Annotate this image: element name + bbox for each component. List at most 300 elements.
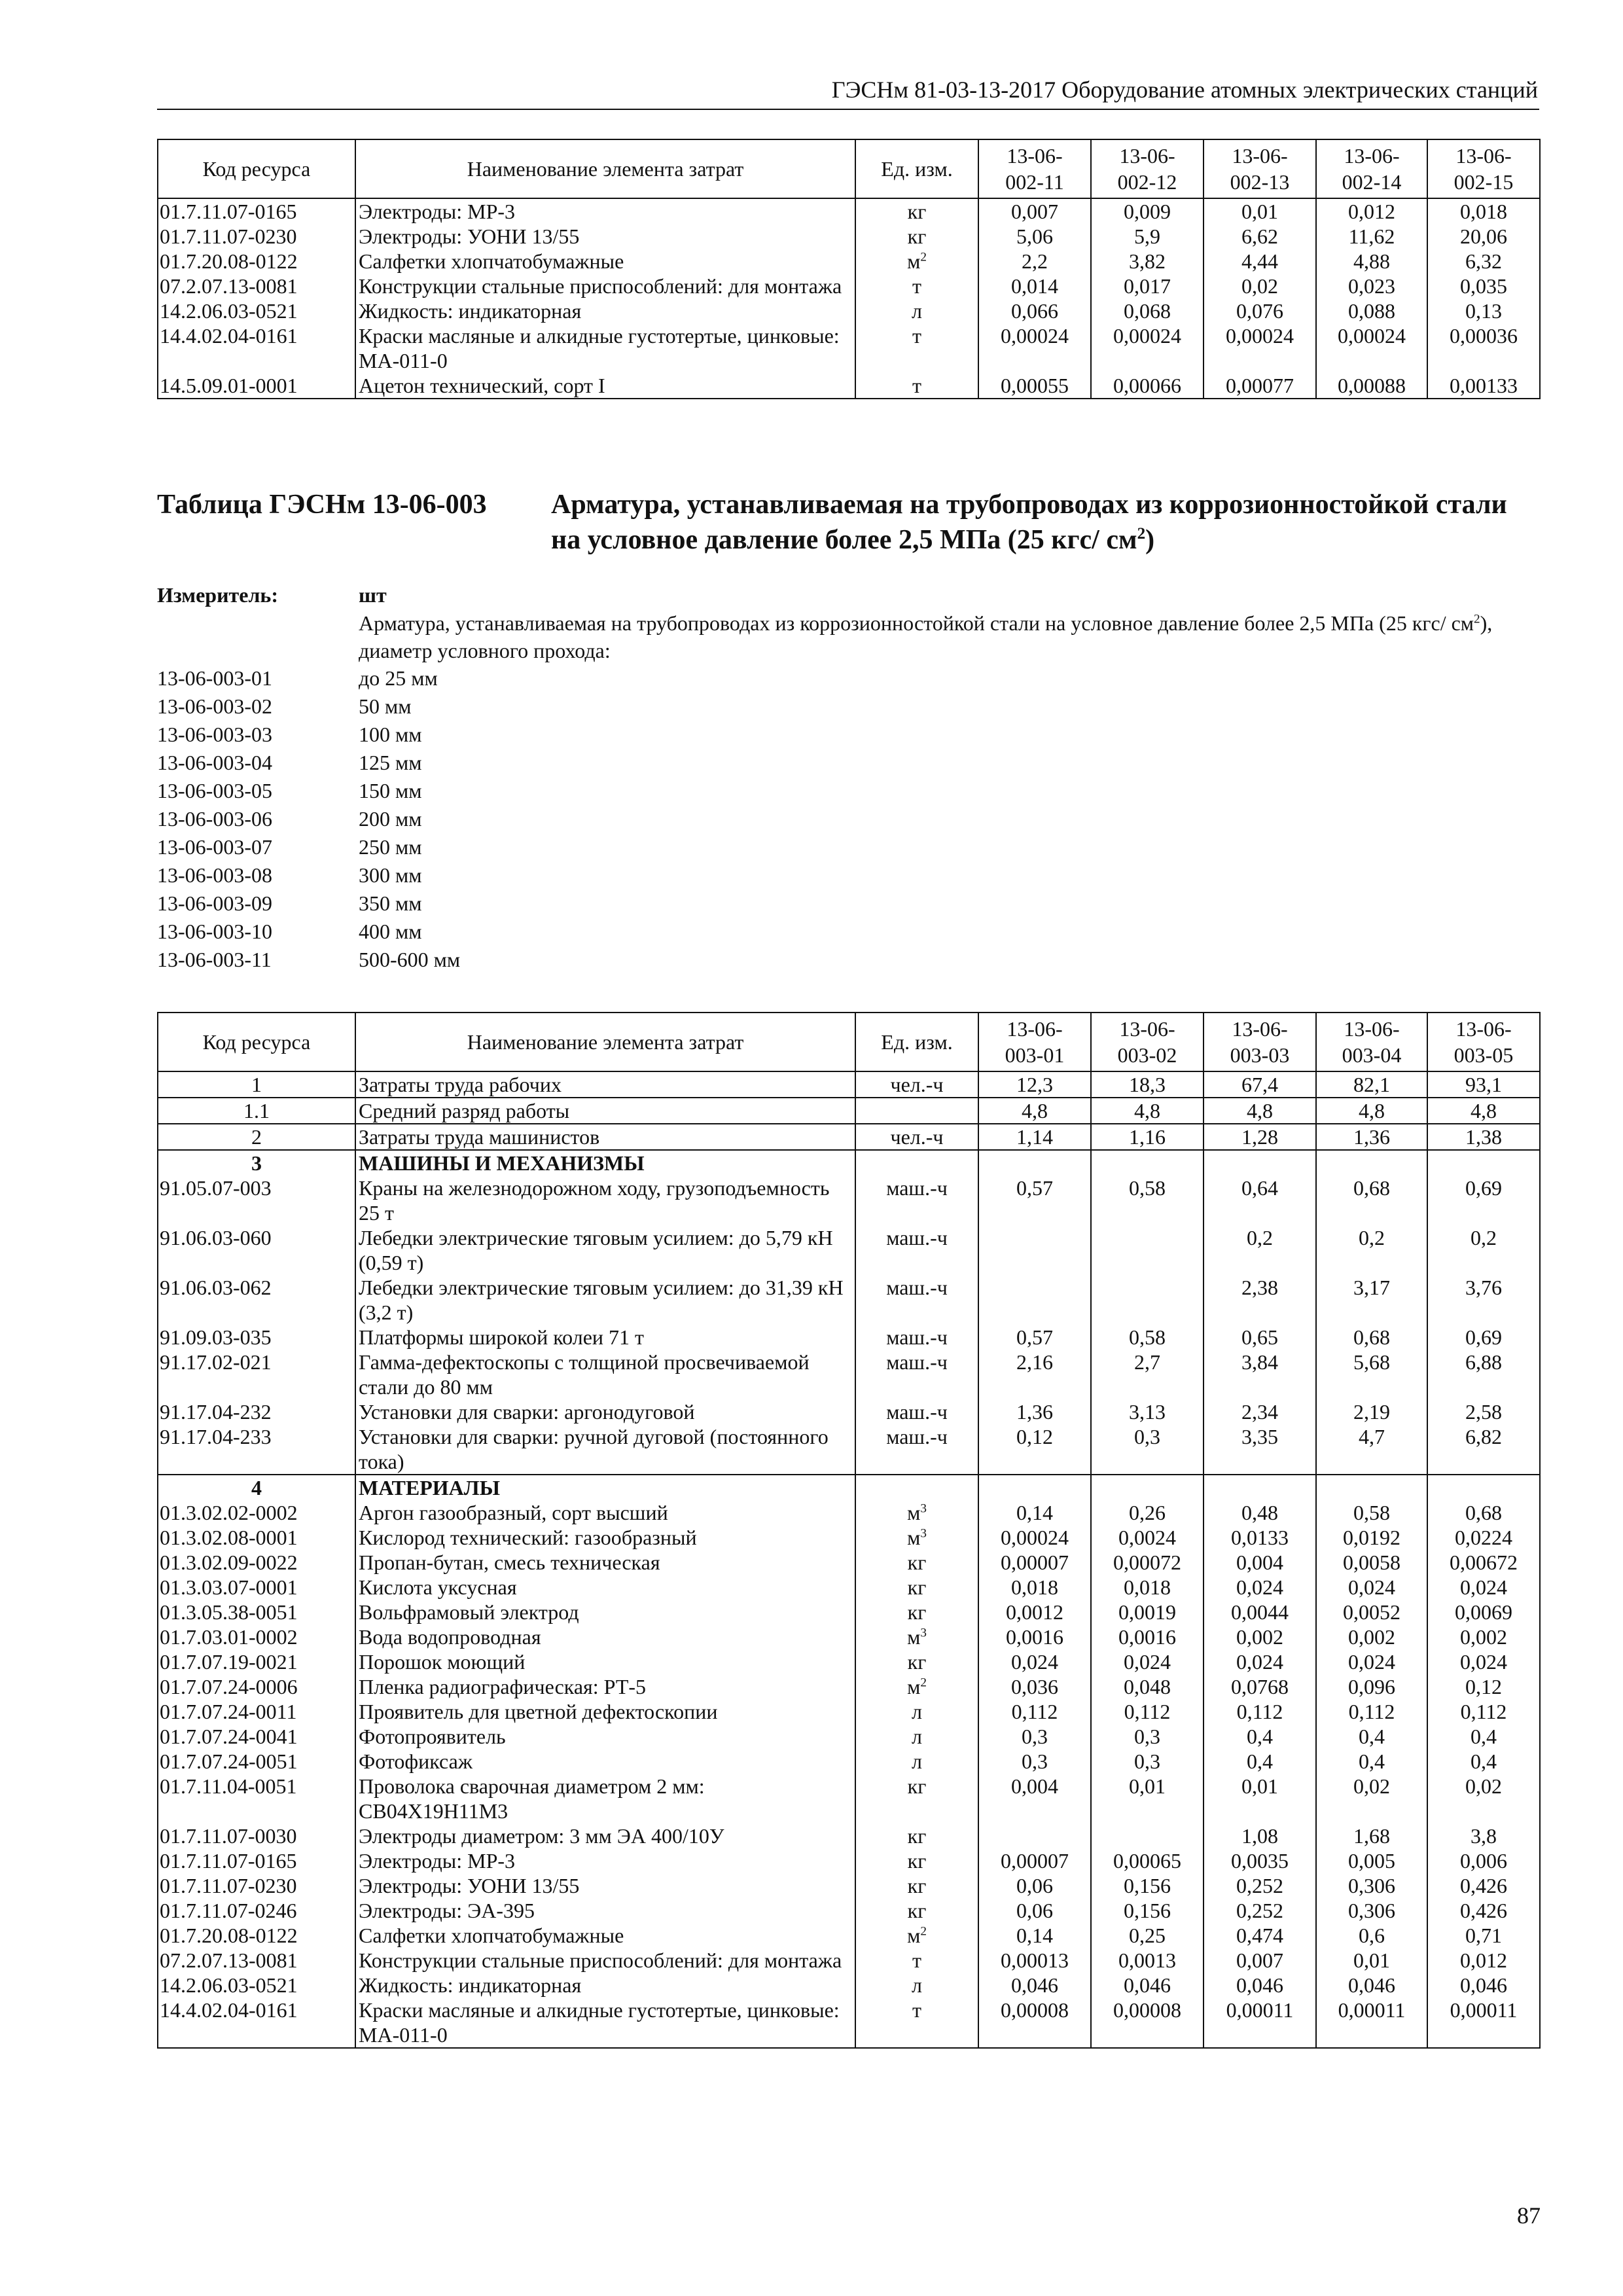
resource-value: 2,2 <box>978 249 1091 274</box>
table-row <box>158 373 1540 399</box>
resource-value: 0,156 <box>1091 1873 1204 1898</box>
resource-value: 0,12 <box>978 1424 1091 1475</box>
resource-unit: т <box>855 373 978 399</box>
meter-item <box>157 721 1539 749</box>
resource-unit: маш.-ч <box>855 1325 978 1350</box>
resource-unit: кг <box>855 198 978 224</box>
resource-code: 91.09.03-035 <box>158 1325 355 1350</box>
meter-item-code: 13-06-003-07 <box>157 835 272 859</box>
resource-name: Фотопроявитель <box>355 1724 855 1749</box>
resource-table-13-06-003 <box>157 1012 1541 2049</box>
resource-code: 01.7.11.07-0246 <box>158 1898 355 1923</box>
table-row <box>158 1098 1540 1124</box>
resource-unit: т <box>855 274 978 298</box>
resource-value: 0,3 <box>1091 1724 1204 1749</box>
resource-code: 14.2.06.03-0521 <box>158 298 355 323</box>
resource-value: 0,2 <box>1204 1225 1316 1275</box>
resource-value: 0,0768 <box>1204 1674 1316 1699</box>
resource-name: Порошок моющий <box>355 1649 855 1674</box>
resource-value: 0,71 <box>1427 1923 1540 1948</box>
resource-code: 01.3.02.02-0002 <box>158 1500 355 1525</box>
resource-value: 0,046 <box>1427 1973 1540 1998</box>
resource-value: 6,88 <box>1427 1350 1540 1399</box>
resource-name: Электроды: УОНИ 13/55 <box>355 224 855 249</box>
resource-code: 01.7.11.07-0230 <box>158 1873 355 1898</box>
resource-value: 0,112 <box>1427 1699 1540 1724</box>
resource-unit: кг <box>855 1575 978 1600</box>
resource-unit: кг <box>855 1600 978 1624</box>
meter-item-text: 125 мм <box>359 751 422 774</box>
meter-item-code: 13-06-003-11 <box>157 948 272 971</box>
resource-value: 5,9 <box>1091 224 1204 249</box>
resource-value: 0,048 <box>1091 1674 1204 1699</box>
resource-value: 0,0024 <box>1091 1525 1204 1550</box>
resource-value: 0,00077 <box>1204 373 1316 399</box>
table-header <box>158 139 1540 198</box>
meter-item-text: 500-600 мм <box>359 948 461 971</box>
resource-value: 0,112 <box>978 1699 1091 1724</box>
meter-item-code: 13-06-003-06 <box>157 807 272 831</box>
resource-value <box>1204 1150 1316 1175</box>
resource-code: 01.7.03.01-0002 <box>158 1624 355 1649</box>
resource-value: 0,2 <box>1427 1225 1540 1275</box>
resource-name: Электроды диаметром: 3 мм ЭА 400/10У <box>355 1823 855 1848</box>
resource-value: 0,58 <box>1091 1175 1204 1225</box>
meter-item <box>157 889 1539 918</box>
table-row <box>158 1600 1540 1624</box>
resource-value: 0,13 <box>1427 298 1540 323</box>
table-row <box>158 1550 1540 1575</box>
resource-value: 0,024 <box>1204 1649 1316 1674</box>
resource-unit: кг <box>855 1649 978 1674</box>
resource-name: Фотофиксаж <box>355 1749 855 1774</box>
resource-value: 0,046 <box>1204 1973 1316 1998</box>
resource-value: 0,00072 <box>1091 1550 1204 1575</box>
resource-name: Затраты труда машинистов <box>355 1124 855 1150</box>
resource-unit: кг <box>855 224 978 249</box>
resource-value: 0,00013 <box>978 1948 1091 1973</box>
resource-unit: $м^2$ <box>855 1674 978 1699</box>
resource-value: 0,4 <box>1316 1749 1427 1774</box>
resource-value: 0,6 <box>1316 1923 1427 1948</box>
resource-value: 0,474 <box>1204 1923 1316 1948</box>
meter-item <box>157 664 1539 692</box>
resource-value: 6,82 <box>1427 1424 1540 1475</box>
table-row <box>158 1973 1540 1998</box>
column-header: 13-06- 003-04 <box>1316 1013 1427 1071</box>
resource-value: 5,06 <box>978 224 1091 249</box>
meter-item <box>157 805 1539 833</box>
section-row <box>158 1475 1540 1500</box>
meter-item-code: 13-06-003-02 <box>157 694 272 718</box>
column-header: Ед. изм. <box>855 1013 978 1071</box>
resource-value: 0,01 <box>1204 1774 1316 1823</box>
resource-code: 01.7.20.08-0122 <box>158 249 355 274</box>
table-row <box>158 1624 1540 1649</box>
resource-value: 0,096 <box>1316 1674 1427 1699</box>
table-row <box>158 1325 1540 1350</box>
resource-value: 1,38 <box>1427 1124 1540 1150</box>
table-row <box>158 1848 1540 1873</box>
resource-value: 0,00008 <box>978 1998 1091 2048</box>
table-row <box>158 1674 1540 1699</box>
resource-value: 0,00024 <box>978 323 1091 373</box>
resource-value: 1,68 <box>1316 1823 1427 1848</box>
resource-name: Лебедки электрические тяговым усилием: до 31,39 кН (3,2 т) <box>355 1275 855 1325</box>
table-row <box>158 1998 1540 2048</box>
meter-item <box>157 777 1539 805</box>
resource-name: Салфетки хлопчатобумажные <box>355 249 855 274</box>
resource-value: 0,4 <box>1427 1724 1540 1749</box>
resource-value <box>1091 1275 1204 1325</box>
resource-unit: л <box>855 1724 978 1749</box>
resource-value: 0,4 <box>1316 1724 1427 1749</box>
resource-value: 0,012 <box>1427 1948 1540 1973</box>
resource-value: 3,17 <box>1316 1275 1427 1325</box>
resource-code: 01.7.07.24-0041 <box>158 1724 355 1749</box>
resource-value: 0,3 <box>1091 1749 1204 1774</box>
resource-value: 0,2 <box>1316 1225 1427 1275</box>
page-number: 87 <box>1517 2202 1541 2229</box>
table-row <box>158 1898 1540 1923</box>
resource-name: Платформы широкой колеи 71 т <box>355 1325 855 1350</box>
resource-value: 0,0224 <box>1427 1525 1540 1550</box>
resource-value: 3,8 <box>1427 1823 1540 1848</box>
meter-item-code: 13-06-003-05 <box>157 779 272 802</box>
resource-value: 0,426 <box>1427 1873 1540 1898</box>
meter-item-text: 50 мм <box>359 694 412 718</box>
resource-code: 01.7.07.24-0051 <box>158 1749 355 1774</box>
table-row <box>158 1724 1540 1749</box>
resource-value: 0,4 <box>1204 1749 1316 1774</box>
resource-value <box>1091 1150 1204 1175</box>
resource-code: 1 <box>158 1071 355 1098</box>
resource-value: 0,306 <box>1316 1873 1427 1898</box>
resource-code: 14.4.02.04-0161 <box>158 1998 355 2048</box>
resource-value: 0,69 <box>1427 1325 1540 1350</box>
resource-value: 0,02 <box>1204 274 1316 298</box>
resource-code: 91.06.03-060 <box>158 1225 355 1275</box>
table-row <box>158 1774 1540 1823</box>
resource-name: Конструкции стальные приспособлений: для монтажа <box>355 274 855 298</box>
header-rule <box>157 109 1539 110</box>
resource-value: 0,002 <box>1316 1624 1427 1649</box>
table-row <box>158 1948 1540 1973</box>
meter-description: Арматура, устанавливаемая на трубопроводах из коррозионностойкой стали на условное давление более 2,5 МПа (25 кгс/ $см^2$), диаметр условного прохода: <box>359 611 1493 662</box>
column-header: 13-06- 003-01 <box>978 1013 1091 1071</box>
resource-unit: маш.-ч <box>855 1350 978 1399</box>
resource-value: 67,4 <box>1204 1071 1316 1098</box>
resource-name: Краски масляные и алкидные густотертые, цинковые: МА-011-0 <box>355 1998 855 2048</box>
resource-value: 0,3 <box>1091 1424 1204 1475</box>
resource-unit: т <box>855 1998 978 2048</box>
meter-item-code: 13-06-003-04 <box>157 751 272 774</box>
resource-value: 0,252 <box>1204 1873 1316 1898</box>
column-header: Код ресурса <box>158 139 355 198</box>
table-row <box>158 1500 1540 1525</box>
resource-value: 6,32 <box>1427 249 1540 274</box>
resource-value: 4,8 <box>1316 1098 1427 1124</box>
resource-value: 0,26 <box>1091 1500 1204 1525</box>
table-row <box>158 1575 1540 1600</box>
resource-value: 0,024 <box>1427 1575 1540 1600</box>
resource-value: 2,38 <box>1204 1275 1316 1325</box>
resource-code: 3 <box>158 1150 355 1175</box>
resource-value: 0,00065 <box>1091 1848 1204 1873</box>
resource-code: 14.4.02.04-0161 <box>158 323 355 373</box>
resource-value: 0,68 <box>1316 1175 1427 1225</box>
resource-value: 0,58 <box>1316 1500 1427 1525</box>
resource-value <box>978 1823 1091 1848</box>
resource-value: 0,007 <box>978 198 1091 224</box>
column-header: Код ресурса <box>158 1013 355 1071</box>
resource-value: 0,018 <box>978 1575 1091 1600</box>
table-row <box>158 1175 1540 1225</box>
resource-value <box>1427 1150 1540 1175</box>
resource-name: Конструкции стальные приспособлений: для монтажа <box>355 1948 855 1973</box>
resource-code: 01.7.07.19-0021 <box>158 1649 355 1674</box>
resource-unit: маш.-ч <box>855 1424 978 1475</box>
resource-value: 4,7 <box>1316 1424 1427 1475</box>
resource-name: Электроды: МР-3 <box>355 1848 855 1873</box>
resource-value: 0,112 <box>1091 1699 1204 1724</box>
resource-name: Аргон газообразный, сорт высший <box>355 1500 855 1525</box>
resource-value: 0,006 <box>1427 1848 1540 1873</box>
table-row <box>158 1124 1540 1150</box>
resource-value: 6,62 <box>1204 224 1316 249</box>
resource-name: Краны на железнодорожном ходу, грузоподъемность 25 т <box>355 1175 855 1225</box>
resource-unit: кг <box>855 1873 978 1898</box>
resource-name: Установки для сварки: ручной дуговой (постоянного тока) <box>355 1424 855 1475</box>
resource-value: 0,002 <box>1427 1624 1540 1649</box>
resource-value: 0,02 <box>1427 1774 1540 1823</box>
resource-name: Ацетон технический, сорт I <box>355 373 855 399</box>
meter-block <box>157 581 1539 974</box>
meter-item-code: 13-06-003-03 <box>157 723 272 746</box>
resource-code: 01.3.03.07-0001 <box>158 1575 355 1600</box>
resource-name: Проявитель для цветной дефектоскопии <box>355 1699 855 1724</box>
resource-value: 0,0192 <box>1316 1525 1427 1550</box>
resource-value: 0,02 <box>1316 1774 1427 1823</box>
resource-code: 07.2.07.13-0081 <box>158 274 355 298</box>
resource-value <box>1091 1225 1204 1275</box>
resource-value: 1,14 <box>978 1124 1091 1150</box>
resource-value: 12,3 <box>978 1071 1091 1098</box>
table-row <box>158 1923 1540 1948</box>
resource-name: Вода водопроводная <box>355 1624 855 1649</box>
column-header: 13-06- 003-02 <box>1091 1013 1204 1071</box>
column-header: Ед. изм. <box>855 139 978 198</box>
resource-value: 93,1 <box>1427 1071 1540 1098</box>
resource-value: 0,426 <box>1427 1898 1540 1923</box>
table-row <box>158 1225 1540 1275</box>
meter-item-text: 400 мм <box>359 920 422 943</box>
resource-code: 14.2.06.03-0521 <box>158 1973 355 1998</box>
resource-value: 4,8 <box>978 1098 1091 1124</box>
table-row <box>158 1424 1540 1475</box>
table-row <box>158 274 1540 298</box>
resource-unit: кг <box>855 1823 978 1848</box>
table-row <box>158 323 1540 373</box>
column-header: 13-06- 002-12 <box>1091 139 1204 198</box>
resource-code: 01.7.11.07-0165 <box>158 198 355 224</box>
resource-unit: кг <box>855 1550 978 1575</box>
resource-value: 0,00036 <box>1427 323 1540 373</box>
resource-value: 0,12 <box>1427 1674 1540 1699</box>
resource-value: 3,82 <box>1091 249 1204 274</box>
resource-code: 91.17.02-021 <box>158 1350 355 1399</box>
resource-value: 0,009 <box>1091 198 1204 224</box>
resource-value: 0,046 <box>978 1973 1091 1998</box>
resource-value: 0,00024 <box>1316 323 1427 373</box>
resource-value: 3,35 <box>1204 1424 1316 1475</box>
resource-code: 01.7.11.07-0030 <box>158 1823 355 1848</box>
table-row <box>158 249 1540 274</box>
meter-item-text: до 25 мм <box>359 666 438 690</box>
meter-item <box>157 749 1539 777</box>
resource-unit: т <box>855 323 978 373</box>
resource-value: 0,112 <box>1204 1699 1316 1724</box>
resource-value: 0,65 <box>1204 1325 1316 1350</box>
resource-value: 0,004 <box>1204 1550 1316 1575</box>
resource-code: 07.2.07.13-0081 <box>158 1948 355 1973</box>
resource-value: 0,018 <box>1427 198 1540 224</box>
meter-label: Измеритель: <box>157 583 278 607</box>
resource-value: 0,00011 <box>1204 1998 1316 2048</box>
resource-value: 0,024 <box>1204 1575 1316 1600</box>
resource-name: Кислород технический: газообразный <box>355 1525 855 1550</box>
resource-unit <box>855 1475 978 1500</box>
resource-value <box>1316 1475 1427 1500</box>
table-heading <box>157 487 1539 558</box>
resource-value: 0,046 <box>1091 1973 1204 1998</box>
resource-unit: маш.-ч <box>855 1399 978 1424</box>
meter-item <box>157 833 1539 861</box>
resource-unit: $м^3$ <box>855 1500 978 1525</box>
resource-value: 0,00672 <box>1427 1550 1540 1575</box>
resource-value: 0,024 <box>1316 1575 1427 1600</box>
resource-value: 82,1 <box>1316 1071 1427 1098</box>
resource-value: 0,076 <box>1204 298 1316 323</box>
resource-value: 0,00011 <box>1316 1998 1427 2048</box>
resource-value: 0,25 <box>1091 1923 1204 1948</box>
resource-value: 0,066 <box>978 298 1091 323</box>
column-header: 13-06- 003-05 <box>1427 1013 1540 1071</box>
resource-name: Пленка радиографическая: РТ-5 <box>355 1674 855 1699</box>
resource-value: 1,36 <box>978 1399 1091 1424</box>
table-row <box>158 298 1540 323</box>
resource-value: 0,00007 <box>978 1848 1091 1873</box>
resource-value <box>1204 1475 1316 1500</box>
meter-item-text: 250 мм <box>359 835 422 859</box>
resource-code: 01.7.07.24-0006 <box>158 1674 355 1699</box>
resource-value: 0,024 <box>978 1649 1091 1674</box>
resource-value: 3,76 <box>1427 1275 1540 1325</box>
resource-value: 0,00066 <box>1091 373 1204 399</box>
resource-value: 0,0019 <box>1091 1600 1204 1624</box>
table-row <box>158 1399 1540 1424</box>
resource-code: 91.17.04-232 <box>158 1399 355 1424</box>
resource-unit: чел.-ч <box>855 1124 978 1150</box>
column-header: 13-06- 003-03 <box>1204 1013 1316 1071</box>
table-row <box>158 1350 1540 1399</box>
resource-value: 18,3 <box>1091 1071 1204 1098</box>
column-header: 13-06- 002-13 <box>1204 139 1316 198</box>
resource-table-13-06-002 <box>157 139 1541 399</box>
meter-item <box>157 946 1539 974</box>
meter-items <box>157 664 1539 974</box>
resource-value: 0,046 <box>1316 1973 1427 1998</box>
meter-item <box>157 918 1539 946</box>
resource-value: 0,3 <box>978 1724 1091 1749</box>
meter-item-text: 150 мм <box>359 779 422 802</box>
resource-code: 4 <box>158 1475 355 1500</box>
resource-value <box>978 1275 1091 1325</box>
resource-value: 0,00024 <box>1204 323 1316 373</box>
meter-item-code: 13-06-003-09 <box>157 891 272 915</box>
resource-value: 5,68 <box>1316 1350 1427 1399</box>
table-row <box>158 1649 1540 1674</box>
meter-item-code: 13-06-003-01 <box>157 666 272 690</box>
resource-name: Салфетки хлопчатобумажные <box>355 1923 855 1948</box>
resource-unit: $м^2$ <box>855 1923 978 1948</box>
resource-value: 1,16 <box>1091 1124 1204 1150</box>
resource-unit: т <box>855 1948 978 1973</box>
resource-value: 0,68 <box>1316 1325 1427 1350</box>
resource-value: 0,64 <box>1204 1175 1316 1225</box>
resource-unit: кг <box>855 1848 978 1873</box>
meter-item-code: 13-06-003-10 <box>157 920 272 943</box>
column-header: Наименование элемента затрат <box>355 1013 855 1071</box>
resource-value: 4,8 <box>1427 1098 1540 1124</box>
resource-value: 0,14 <box>978 1500 1091 1525</box>
resource-value: 0,0044 <box>1204 1600 1316 1624</box>
meter-item-text: 350 мм <box>359 891 422 915</box>
resource-value: 0,306 <box>1316 1898 1427 1923</box>
section-row <box>158 1150 1540 1175</box>
resource-code: 1.1 <box>158 1098 355 1124</box>
meter-item-text: 100 мм <box>359 723 422 746</box>
resource-value: 0,252 <box>1204 1898 1316 1923</box>
resource-value: 0,00055 <box>978 373 1091 399</box>
column-header: Наименование элемента затрат <box>355 139 855 198</box>
resource-unit: чел.-ч <box>855 1071 978 1098</box>
resource-unit: $м^2$ <box>855 249 978 274</box>
resource-code: 01.7.11.07-0230 <box>158 224 355 249</box>
meter-item-text: 300 мм <box>359 863 422 887</box>
resource-value: 0,0012 <box>978 1600 1091 1624</box>
resource-value: 4,44 <box>1204 249 1316 274</box>
resource-name: Установки для сварки: аргонодуговой <box>355 1399 855 1424</box>
resource-unit: $м^3$ <box>855 1525 978 1550</box>
resource-value: 0,0058 <box>1316 1550 1427 1575</box>
resource-name: МАТЕРИАЛЫ <box>355 1475 855 1500</box>
resource-unit: маш.-ч <box>855 1275 978 1325</box>
resource-value: 0,4 <box>1204 1724 1316 1749</box>
resource-name: Средний разряд работы <box>355 1098 855 1124</box>
resource-value: 0,06 <box>978 1898 1091 1923</box>
resource-value: 0,00007 <box>978 1550 1091 1575</box>
resource-unit: $м^3$ <box>855 1624 978 1649</box>
running-header: ГЭСНм 81-03-13-2017 Оборудование атомных электрических станций <box>831 77 1538 103</box>
resource-value: 0,017 <box>1091 274 1204 298</box>
table-row <box>158 1071 1540 1098</box>
resource-value: 0,14 <box>978 1923 1091 1948</box>
resource-name: Гамма-дефектоскопы с толщиной просвечиваемой стали до 80 мм <box>355 1350 855 1399</box>
resource-code: 01.3.05.38-0051 <box>158 1600 355 1624</box>
resource-code: 91.05.07-003 <box>158 1175 355 1225</box>
resource-value: 2,19 <box>1316 1399 1427 1424</box>
